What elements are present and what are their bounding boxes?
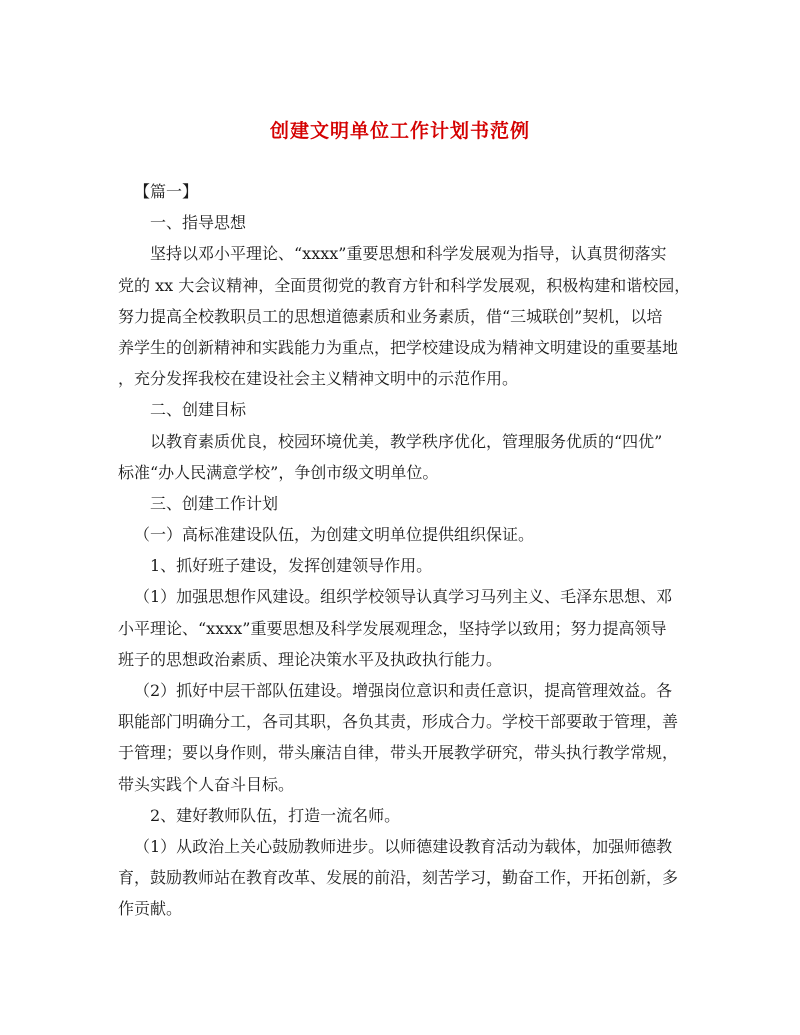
paragraph-line: 职能部门明确分工，各司其职，各负其责，形成合力。学校干部要敢于管理，善 xyxy=(118,712,679,732)
paragraph-line: 于管理；要以身作则，带头廉洁自律，带头开展教学研究，带头执行教学常规， xyxy=(118,743,679,763)
paragraph-line: （1）从政治上关心鼓励教师进步。以师德建设教育活动为载体，加强师德教 xyxy=(134,836,673,856)
paragraph-line: （2）抓好中层干部队伍建设。增强岗位意识和责任意识，提高管理效益。各 xyxy=(134,681,673,700)
paragraph-line: 小平理论、“xxxx”重要思想及科学发展观理念，坚持学以致用；努力提高领导 xyxy=(118,618,667,638)
paragraph-line: 育，鼓励教师站在教育改革、发展的前沿，刻苦学习，勤奋工作，开拓创新，多 xyxy=(118,868,679,888)
subheading-leadership: 1、抓好班子建设，发挥创建领导作用。 xyxy=(150,556,433,576)
paragraph-line: （1）加强思想作风建设。组织学校领导认真学习马列主义、毛泽东思想、邓 xyxy=(134,587,673,607)
document-title: 创建文明单位工作计划书范例 xyxy=(269,120,530,142)
paragraph-line: 作贡献。 xyxy=(118,899,183,919)
subheading-teacher-team: 2、建好教师队伍，打造一流名师。 xyxy=(150,805,401,825)
paragraph-line: 以教育素质优良，校园环境优美，教学秩序优化，管理服务优质的“四优” xyxy=(150,431,663,451)
paragraph-line: 标准“办人民满意学校”，争创市级文明单位。 xyxy=(118,462,439,482)
paragraph-line: ，充分发挥我校在建设社会主义精神文明中的示范作用。 xyxy=(118,369,519,389)
paragraph-line: 带头实践个人奋斗目标。 xyxy=(118,774,295,794)
paragraph-line: 党的 xx 大会议精神，全面贯彻党的教育方针和科学发展观，积极构建和谐校园， xyxy=(118,275,691,295)
paragraph-line: 养学生的创新精神和实践能力为重点，把学校建设成为精神文明建设的重要基地 xyxy=(118,337,679,357)
paragraph-line: 努力提高全校教职员工的思想道德素质和业务素质，借“三城联创”契机，以培 xyxy=(118,306,663,326)
heading-work-plan: 三、创建工作计划 xyxy=(150,493,279,513)
heading-creation-goal: 二、创建目标 xyxy=(150,400,247,420)
paragraph-line: 班子的思想政治素质、理论决策水平及执政执行能力。 xyxy=(118,649,503,669)
document-body xyxy=(118,176,691,925)
subheading-team-building: （一）高标准建设队伍，为创建文明单位提供组织保证。 xyxy=(134,525,535,545)
paragraph-line: 坚持以邓小平理论、“xxxx”重要思想和科学发展观为指导，认真贯彻落实 xyxy=(150,244,667,264)
section-heading-pian-yi: 【篇一】 xyxy=(134,182,199,201)
heading-guiding-thought: 一、指导思想 xyxy=(150,213,247,233)
